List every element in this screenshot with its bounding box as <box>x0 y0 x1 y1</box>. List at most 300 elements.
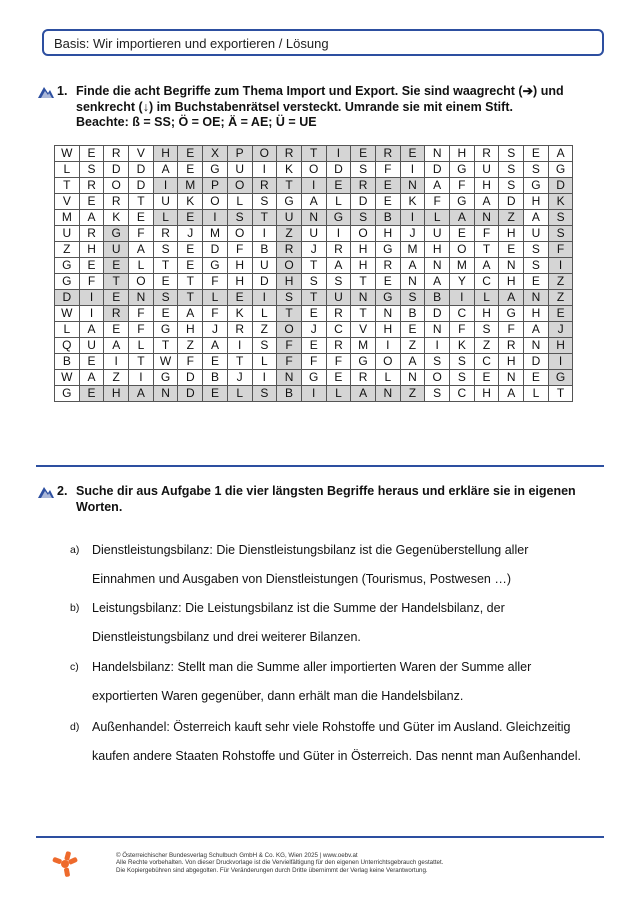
grid-cell[interactable]: U <box>326 290 351 306</box>
grid-cell[interactable]: S <box>400 290 425 306</box>
grid-cell[interactable]: U <box>277 210 302 226</box>
grid-cell[interactable]: J <box>548 322 573 338</box>
grid-cell[interactable]: R <box>153 226 178 242</box>
grid-cell[interactable]: O <box>277 258 302 274</box>
grid-cell[interactable]: V <box>129 146 154 162</box>
grid-cell[interactable]: F <box>499 322 524 338</box>
grid-cell[interactable]: U <box>252 258 277 274</box>
grid-cell[interactable]: A <box>104 338 129 354</box>
grid-cell[interactable]: F <box>450 322 475 338</box>
grid-cell[interactable]: B <box>203 370 228 386</box>
grid-cell[interactable]: O <box>301 162 326 178</box>
grid-cell[interactable]: I <box>252 226 277 242</box>
grid-cell[interactable]: E <box>153 274 178 290</box>
grid-cell[interactable]: E <box>79 258 104 274</box>
grid-cell[interactable]: U <box>79 338 104 354</box>
grid-cell[interactable]: G <box>375 290 400 306</box>
grid-cell[interactable]: L <box>55 162 80 178</box>
grid-cell[interactable]: F <box>203 274 228 290</box>
grid-cell[interactable]: M <box>203 226 228 242</box>
grid-cell[interactable]: I <box>79 290 104 306</box>
grid-cell[interactable]: L <box>474 290 499 306</box>
grid-cell[interactable]: E <box>326 178 351 194</box>
grid-cell[interactable]: D <box>425 162 450 178</box>
grid-cell[interactable]: E <box>375 274 400 290</box>
grid-cell[interactable]: N <box>153 386 178 402</box>
grid-cell[interactable]: L <box>524 386 549 402</box>
grid-cell[interactable]: E <box>79 386 104 402</box>
grid-cell[interactable]: I <box>400 210 425 226</box>
grid-cell[interactable]: H <box>153 146 178 162</box>
grid-cell[interactable]: J <box>301 242 326 258</box>
grid-cell[interactable]: S <box>425 354 450 370</box>
grid-cell[interactable]: G <box>548 162 573 178</box>
grid-cell[interactable]: R <box>326 306 351 322</box>
grid-cell[interactable]: S <box>153 290 178 306</box>
grid-cell[interactable]: F <box>375 162 400 178</box>
grid-cell[interactable]: N <box>474 210 499 226</box>
grid-cell[interactable]: I <box>104 354 129 370</box>
grid-cell[interactable]: G <box>450 194 475 210</box>
grid-cell[interactable]: H <box>227 274 252 290</box>
grid-cell[interactable]: K <box>104 210 129 226</box>
grid-cell[interactable]: R <box>326 242 351 258</box>
grid-cell[interactable]: L <box>203 290 228 306</box>
grid-cell[interactable]: Z <box>277 226 302 242</box>
grid-cell[interactable]: G <box>375 242 400 258</box>
grid-cell[interactable]: W <box>55 370 80 386</box>
grid-cell[interactable]: L <box>227 194 252 210</box>
grid-cell[interactable]: N <box>425 146 450 162</box>
grid-cell[interactable]: G <box>55 386 80 402</box>
grid-cell[interactable]: D <box>548 178 573 194</box>
grid-cell[interactable]: E <box>548 306 573 322</box>
grid-cell[interactable]: D <box>178 370 203 386</box>
grid-cell[interactable]: E <box>178 258 203 274</box>
grid-cell[interactable]: E <box>104 322 129 338</box>
grid-cell[interactable]: T <box>548 386 573 402</box>
grid-cell[interactable]: F <box>129 226 154 242</box>
grid-cell[interactable]: R <box>277 242 302 258</box>
grid-cell[interactable]: G <box>153 370 178 386</box>
grid-cell[interactable]: A <box>153 162 178 178</box>
grid-cell[interactable]: A <box>524 322 549 338</box>
grid-cell[interactable]: H <box>499 274 524 290</box>
grid-cell[interactable]: G <box>104 226 129 242</box>
grid-cell[interactable]: N <box>425 322 450 338</box>
grid-cell[interactable]: Z <box>400 338 425 354</box>
grid-cell[interactable]: E <box>178 242 203 258</box>
grid-cell[interactable]: H <box>450 146 475 162</box>
grid-cell[interactable]: O <box>227 226 252 242</box>
grid-cell[interactable]: N <box>524 290 549 306</box>
grid-cell[interactable]: Z <box>178 338 203 354</box>
grid-cell[interactable]: D <box>252 274 277 290</box>
grid-cell[interactable]: F <box>326 354 351 370</box>
grid-cell[interactable]: F <box>178 354 203 370</box>
grid-cell[interactable]: S <box>474 322 499 338</box>
grid-cell[interactable]: H <box>499 354 524 370</box>
grid-cell[interactable]: F <box>474 226 499 242</box>
grid-cell[interactable]: H <box>499 226 524 242</box>
grid-cell[interactable]: C <box>474 354 499 370</box>
grid-cell[interactable]: U <box>474 162 499 178</box>
grid-cell[interactable]: W <box>55 306 80 322</box>
grid-cell[interactable]: C <box>474 274 499 290</box>
grid-cell[interactable]: G <box>548 370 573 386</box>
grid-cell[interactable]: S <box>79 162 104 178</box>
grid-cell[interactable]: Z <box>400 386 425 402</box>
grid-cell[interactable]: T <box>153 338 178 354</box>
grid-cell[interactable]: S <box>301 274 326 290</box>
grid-cell[interactable]: R <box>277 146 302 162</box>
grid-cell[interactable]: A <box>326 258 351 274</box>
grid-cell[interactable]: D <box>425 306 450 322</box>
grid-cell[interactable]: N <box>277 370 302 386</box>
grid-cell[interactable]: R <box>499 338 524 354</box>
grid-cell[interactable]: R <box>104 306 129 322</box>
grid-cell[interactable]: E <box>79 354 104 370</box>
grid-cell[interactable]: E <box>203 354 228 370</box>
grid-cell[interactable]: T <box>301 146 326 162</box>
grid-cell[interactable]: S <box>524 162 549 178</box>
grid-cell[interactable]: I <box>375 338 400 354</box>
grid-cell[interactable]: I <box>400 162 425 178</box>
grid-cell[interactable]: E <box>450 226 475 242</box>
grid-cell[interactable]: A <box>301 194 326 210</box>
grid-cell[interactable]: G <box>203 162 228 178</box>
grid-cell[interactable]: N <box>351 290 376 306</box>
grid-cell[interactable]: P <box>227 146 252 162</box>
grid-cell[interactable]: T <box>227 354 252 370</box>
grid-cell[interactable]: T <box>129 354 154 370</box>
grid-cell[interactable]: I <box>203 210 228 226</box>
grid-cell[interactable]: I <box>153 178 178 194</box>
grid-cell[interactable]: W <box>153 354 178 370</box>
grid-cell[interactable]: N <box>499 258 524 274</box>
grid-cell[interactable]: Z <box>548 290 573 306</box>
grid-cell[interactable]: S <box>227 210 252 226</box>
grid-cell[interactable]: S <box>252 338 277 354</box>
grid-cell[interactable]: R <box>79 226 104 242</box>
grid-cell[interactable]: L <box>153 210 178 226</box>
grid-cell[interactable]: K <box>400 194 425 210</box>
grid-cell[interactable]: O <box>203 194 228 210</box>
grid-cell[interactable]: S <box>524 242 549 258</box>
grid-cell[interactable]: F <box>301 354 326 370</box>
grid-cell[interactable]: I <box>252 162 277 178</box>
grid-cell[interactable]: K <box>227 306 252 322</box>
grid-cell[interactable]: M <box>351 338 376 354</box>
grid-cell[interactable]: H <box>351 258 376 274</box>
grid-cell[interactable]: I <box>450 290 475 306</box>
grid-cell[interactable]: I <box>129 370 154 386</box>
grid-cell[interactable]: A <box>400 258 425 274</box>
grid-cell[interactable]: D <box>55 290 80 306</box>
grid-cell[interactable]: S <box>548 210 573 226</box>
grid-cell[interactable]: G <box>55 274 80 290</box>
grid-cell[interactable]: E <box>129 210 154 226</box>
grid-cell[interactable]: G <box>153 322 178 338</box>
grid-cell[interactable]: O <box>252 146 277 162</box>
grid-cell[interactable]: E <box>499 242 524 258</box>
grid-cell[interactable]: R <box>227 322 252 338</box>
grid-cell[interactable]: H <box>104 386 129 402</box>
grid-cell[interactable]: R <box>351 370 376 386</box>
grid-cell[interactable]: B <box>375 210 400 226</box>
grid-cell[interactable]: T <box>474 242 499 258</box>
grid-cell[interactable]: G <box>301 370 326 386</box>
grid-cell[interactable]: Z <box>499 210 524 226</box>
grid-cell[interactable]: R <box>104 146 129 162</box>
grid-cell[interactable]: D <box>178 386 203 402</box>
grid-cell[interactable]: L <box>252 354 277 370</box>
grid-cell[interactable]: Z <box>548 274 573 290</box>
grid-cell[interactable]: A <box>351 386 376 402</box>
grid-cell[interactable]: N <box>375 306 400 322</box>
grid-cell[interactable]: N <box>499 370 524 386</box>
grid-cell[interactable]: O <box>129 274 154 290</box>
grid-cell[interactable]: X <box>203 146 228 162</box>
grid-cell[interactable]: N <box>301 210 326 226</box>
grid-cell[interactable]: B <box>55 354 80 370</box>
grid-cell[interactable]: E <box>178 146 203 162</box>
grid-cell[interactable]: T <box>153 258 178 274</box>
grid-cell[interactable]: U <box>227 162 252 178</box>
grid-cell[interactable]: J <box>400 226 425 242</box>
grid-cell[interactable]: A <box>548 146 573 162</box>
grid-cell[interactable]: T <box>178 274 203 290</box>
grid-cell[interactable]: H <box>548 338 573 354</box>
grid-cell[interactable]: E <box>227 290 252 306</box>
grid-cell[interactable]: E <box>524 370 549 386</box>
grid-cell[interactable]: A <box>79 210 104 226</box>
grid-cell[interactable]: I <box>227 338 252 354</box>
grid-cell[interactable]: T <box>301 290 326 306</box>
grid-cell[interactable]: S <box>499 162 524 178</box>
grid-cell[interactable]: T <box>129 194 154 210</box>
grid-cell[interactable]: M <box>450 258 475 274</box>
grid-cell[interactable]: I <box>425 338 450 354</box>
grid-cell[interactable]: U <box>301 226 326 242</box>
grid-cell[interactable]: H <box>375 226 400 242</box>
grid-cell[interactable]: R <box>375 146 400 162</box>
grid-cell[interactable]: F <box>227 242 252 258</box>
grid-cell[interactable]: L <box>326 386 351 402</box>
grid-cell[interactable]: U <box>425 226 450 242</box>
grid-cell[interactable]: G <box>277 194 302 210</box>
grid-cell[interactable]: A <box>129 242 154 258</box>
grid-cell[interactable]: D <box>326 162 351 178</box>
grid-cell[interactable]: H <box>474 386 499 402</box>
grid-cell[interactable]: A <box>474 194 499 210</box>
grid-cell[interactable]: E <box>153 306 178 322</box>
grid-cell[interactable]: D <box>351 194 376 210</box>
grid-cell[interactable]: E <box>178 210 203 226</box>
grid-cell[interactable]: Z <box>252 322 277 338</box>
grid-cell[interactable]: J <box>227 370 252 386</box>
grid-cell[interactable]: W <box>55 146 80 162</box>
grid-cell[interactable]: R <box>375 258 400 274</box>
grid-cell[interactable]: G <box>499 306 524 322</box>
grid-cell[interactable]: S <box>351 210 376 226</box>
grid-cell[interactable]: A <box>499 386 524 402</box>
grid-cell[interactable]: A <box>178 306 203 322</box>
grid-cell[interactable]: A <box>450 210 475 226</box>
grid-cell[interactable]: H <box>524 194 549 210</box>
grid-cell[interactable]: L <box>425 210 450 226</box>
grid-cell[interactable]: K <box>450 338 475 354</box>
grid-cell[interactable]: D <box>203 242 228 258</box>
grid-cell[interactable]: T <box>104 274 129 290</box>
grid-cell[interactable]: L <box>129 258 154 274</box>
grid-cell[interactable]: E <box>104 258 129 274</box>
grid-cell[interactable]: R <box>252 178 277 194</box>
grid-cell[interactable]: A <box>129 386 154 402</box>
grid-cell[interactable]: T <box>351 306 376 322</box>
grid-cell[interactable]: D <box>129 178 154 194</box>
grid-cell[interactable]: D <box>104 162 129 178</box>
grid-cell[interactable]: P <box>203 178 228 194</box>
grid-cell[interactable]: E <box>524 274 549 290</box>
grid-cell[interactable]: M <box>178 178 203 194</box>
grid-cell[interactable]: V <box>55 194 80 210</box>
grid-cell[interactable]: E <box>203 386 228 402</box>
grid-cell[interactable]: S <box>499 146 524 162</box>
grid-cell[interactable]: F <box>203 306 228 322</box>
grid-cell[interactable]: M <box>400 242 425 258</box>
grid-cell[interactable]: F <box>548 242 573 258</box>
grid-cell[interactable]: S <box>326 274 351 290</box>
grid-cell[interactable]: T <box>351 274 376 290</box>
grid-cell[interactable]: F <box>129 322 154 338</box>
grid-cell[interactable]: T <box>277 306 302 322</box>
grid-cell[interactable]: A <box>499 290 524 306</box>
grid-cell[interactable]: R <box>351 178 376 194</box>
grid-cell[interactable]: R <box>474 146 499 162</box>
grid-cell[interactable]: H <box>79 242 104 258</box>
grid-cell[interactable]: A <box>524 210 549 226</box>
grid-cell[interactable]: R <box>326 338 351 354</box>
grid-cell[interactable]: E <box>301 338 326 354</box>
grid-cell[interactable]: D <box>499 194 524 210</box>
grid-cell[interactable]: S <box>450 370 475 386</box>
grid-cell[interactable]: E <box>301 306 326 322</box>
grid-cell[interactable]: D <box>524 354 549 370</box>
grid-cell[interactable]: T <box>277 178 302 194</box>
grid-cell[interactable]: E <box>178 162 203 178</box>
grid-cell[interactable]: H <box>351 242 376 258</box>
grid-cell[interactable]: J <box>301 322 326 338</box>
grid-cell[interactable]: B <box>277 386 302 402</box>
grid-cell[interactable]: S <box>499 178 524 194</box>
grid-cell[interactable]: N <box>425 258 450 274</box>
grid-cell[interactable]: E <box>79 194 104 210</box>
grid-cell[interactable]: S <box>548 226 573 242</box>
grid-cell[interactable]: L <box>375 370 400 386</box>
grid-cell[interactable]: H <box>425 242 450 258</box>
grid-cell[interactable]: I <box>548 258 573 274</box>
grid-cell[interactable]: K <box>178 194 203 210</box>
grid-cell[interactable]: I <box>79 306 104 322</box>
grid-cell[interactable]: R <box>79 178 104 194</box>
grid-cell[interactable]: I <box>301 178 326 194</box>
grid-cell[interactable]: A <box>425 178 450 194</box>
grid-cell[interactable]: T <box>178 290 203 306</box>
grid-cell[interactable]: I <box>301 386 326 402</box>
grid-cell[interactable]: G <box>524 178 549 194</box>
grid-cell[interactable]: T <box>301 258 326 274</box>
grid-cell[interactable]: L <box>252 306 277 322</box>
grid-cell[interactable]: D <box>129 162 154 178</box>
grid-cell[interactable]: N <box>375 386 400 402</box>
grid-cell[interactable]: Z <box>474 338 499 354</box>
grid-cell[interactable]: Z <box>55 242 80 258</box>
grid-cell[interactable]: T <box>252 210 277 226</box>
grid-cell[interactable]: V <box>351 322 376 338</box>
grid-cell[interactable]: Z <box>104 370 129 386</box>
grid-cell[interactable]: C <box>450 306 475 322</box>
grid-cell[interactable]: J <box>203 322 228 338</box>
grid-cell[interactable]: I <box>548 354 573 370</box>
grid-cell[interactable]: A <box>400 354 425 370</box>
grid-cell[interactable]: K <box>548 194 573 210</box>
grid-cell[interactable]: F <box>425 194 450 210</box>
grid-cell[interactable]: U <box>153 194 178 210</box>
grid-cell[interactable]: L <box>326 194 351 210</box>
grid-cell[interactable]: A <box>79 322 104 338</box>
grid-cell[interactable]: S <box>351 162 376 178</box>
grid-cell[interactable]: N <box>400 178 425 194</box>
grid-cell[interactable]: F <box>129 306 154 322</box>
grid-cell[interactable]: N <box>400 370 425 386</box>
grid-cell[interactable]: U <box>55 226 80 242</box>
grid-cell[interactable]: S <box>153 242 178 258</box>
grid-cell[interactable]: G <box>203 258 228 274</box>
grid-cell[interactable]: L <box>129 338 154 354</box>
grid-cell[interactable]: B <box>425 290 450 306</box>
grid-cell[interactable]: H <box>474 178 499 194</box>
grid-cell[interactable]: H <box>524 306 549 322</box>
grid-cell[interactable]: O <box>425 370 450 386</box>
grid-cell[interactable]: I <box>252 290 277 306</box>
grid-cell[interactable]: A <box>79 370 104 386</box>
grid-cell[interactable]: U <box>524 226 549 242</box>
grid-cell[interactable]: H <box>474 306 499 322</box>
grid-cell[interactable]: S <box>252 386 277 402</box>
grid-cell[interactable]: T <box>55 178 80 194</box>
grid-cell[interactable]: E <box>524 146 549 162</box>
grid-cell[interactable]: M <box>55 210 80 226</box>
grid-cell[interactable]: U <box>104 242 129 258</box>
grid-cell[interactable]: G <box>55 258 80 274</box>
grid-cell[interactable]: G <box>326 210 351 226</box>
grid-cell[interactable]: I <box>326 146 351 162</box>
grid-cell[interactable]: E <box>474 370 499 386</box>
grid-cell[interactable]: A <box>474 258 499 274</box>
grid-cell[interactable]: R <box>104 194 129 210</box>
grid-cell[interactable]: O <box>227 178 252 194</box>
grid-cell[interactable]: E <box>326 370 351 386</box>
grid-cell[interactable]: N <box>400 274 425 290</box>
grid-cell[interactable]: A <box>425 274 450 290</box>
grid-cell[interactable]: H <box>227 258 252 274</box>
grid-cell[interactable]: O <box>450 242 475 258</box>
grid-cell[interactable]: I <box>326 226 351 242</box>
grid-cell[interactable]: L <box>55 322 80 338</box>
grid-cell[interactable]: B <box>252 242 277 258</box>
grid-cell[interactable]: H <box>178 322 203 338</box>
